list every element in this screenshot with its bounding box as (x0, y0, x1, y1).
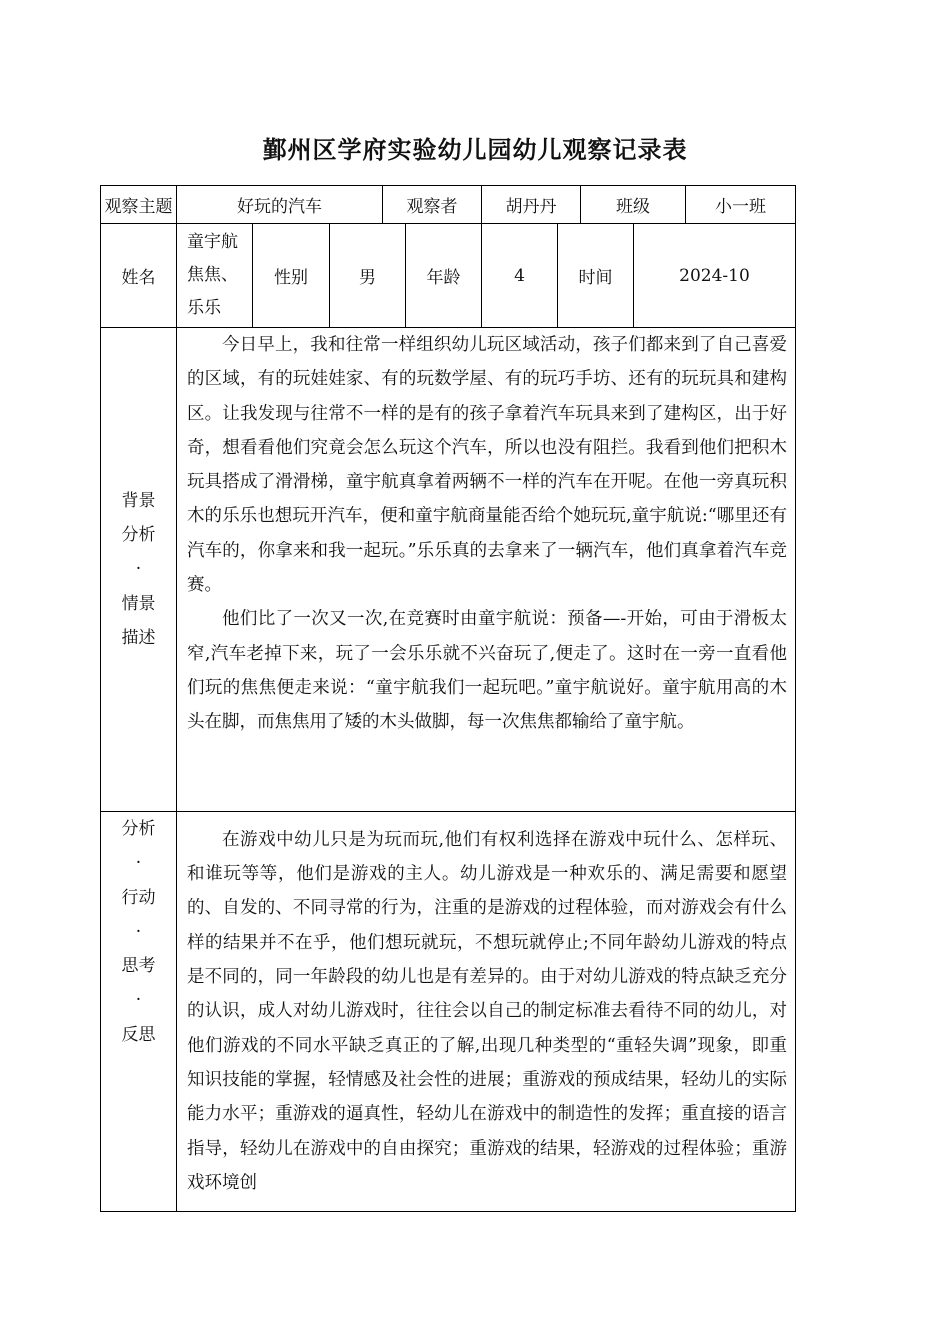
background-label: 背景 分析 · 情景 描述 (101, 328, 177, 812)
name-value: 童宇航 焦焦、 乐乐 (177, 224, 253, 328)
topic-label: 观察主题 (101, 186, 177, 224)
background-row (101, 328, 796, 812)
background-paragraph-1: 今日早上，我和往常一样组织幼儿玩区域活动，孩子们都来到了自己喜爱的区域，有的玩娃娃家、有的玩数学屋、有的玩巧手坊、还有的玩玩具和建构区。让我发现与往常不一样的是有的孩子拿着汽车玩具来到了建构区，出于好奇，想看看他们究竟会怎么玩这个汽车，所以也没有阻拦。我看到他们把积木玩具搭成了滑滑梯，童宇航真拿着两辆不一样的汽车在开呢。在他一旁真玩积木的乐乐也想玩开汽车，便和童宇航商量能否给个她玩玩,童宇航说:“哪里还有汽车的，你拿来和我一起玩。”乐乐真的去拿来了一辆汽车，他们真拿着汽车竞赛。 (187, 335, 787, 596)
topic-value: 好玩的汽车 (177, 186, 383, 224)
analysis-text (177, 812, 796, 1212)
background-text (177, 328, 796, 812)
observation-form-table (100, 185, 796, 1212)
age-value: 4 (482, 224, 558, 328)
analysis-paragraph-1: 在游戏中幼儿只是为玩而玩,他们有权利选择在游戏中玩什么、怎样玩、和谁玩等等，他们是游戏的主人。幼儿游戏是一种欢乐的、满足需要和愿望的、自发的、不同寻常的行为，注重的是游戏的过程体验，而对游戏会有什么样的结果并不在乎，他们想玩就玩，不想玩就停止;不同年龄幼儿游戏的特点是不同的，同一年龄段的幼儿也是有差异的。由于对幼儿游戏的特点缺乏充分的认识，成人对幼儿游戏时，往往会以自己的制定标准去看待不同的幼儿，对他们游戏的不同水平缺乏真正的了解,出现几种类型的“重轻失调”现象，即重知识技能的掌握，轻情感及社会性的进展；重游戏的预成结果，轻幼儿的实际能力水平；重游戏的逼真性，轻幼儿在游戏中的制造性的发挥；重直接的语言指导，轻幼儿在游戏中的自由探究；重游戏的结果，轻游戏的过程体验；重游戏环境创 (187, 829, 787, 1193)
page-title: 鄞州区学府实验幼儿园幼儿观察记录表 (262, 136, 688, 164)
observer-value: 胡丹丹 (482, 186, 581, 224)
student-row (101, 224, 796, 328)
background-paragraph-2: 他们比了一次又一次,在竞赛时由童宇航说：预备—-开始，可由于滑板太窄,汽车老掉下来，玩了一会乐乐就不兴奋玩了,便走了。这时在一旁一直看他们玩的焦焦便走来说：“童宇航我们一起玩吧。”童宇航说好。童宇航用高的木头在脚，而焦焦用了矮的木头做脚，每一次焦焦都输给了童宇航。 (187, 609, 787, 733)
class-value: 小一班 (686, 186, 796, 224)
observer-label: 观察者 (383, 186, 482, 224)
name-label: 姓名 (101, 224, 177, 328)
analysis-label: 分析 · 行动 · 思考 · 反思 (101, 812, 177, 1212)
topic-row (101, 186, 796, 224)
class-label: 班级 (581, 186, 686, 224)
time-value: 2024-10 (634, 224, 796, 328)
gender-label: 性别 (253, 224, 330, 328)
analysis-row (101, 812, 796, 1212)
gender-value: 男 (330, 224, 406, 328)
time-label: 时间 (558, 224, 634, 328)
age-label: 年龄 (406, 224, 482, 328)
